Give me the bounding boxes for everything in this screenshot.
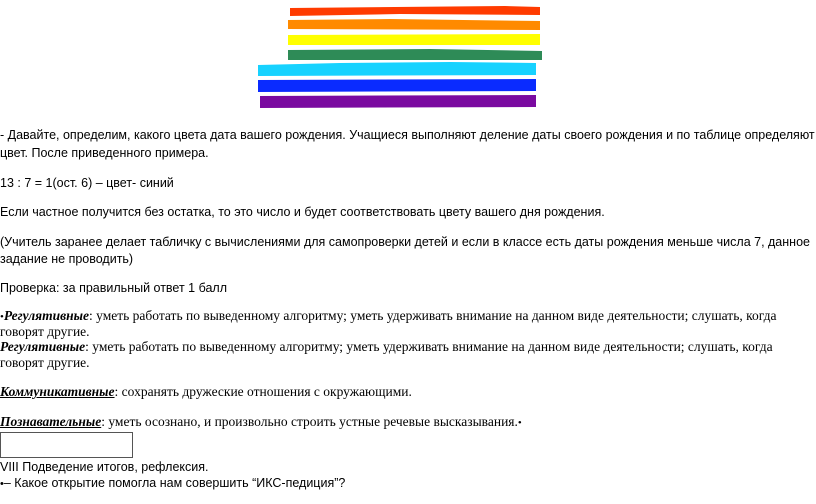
stripe-red xyxy=(290,6,540,16)
intro-line-1: - Давайте, определим, какого цвета дата вашего рождения. Учащиеся выполняют деление даты своего рождения и по таблице определяют xyxy=(0,128,815,142)
regulatory-skills-1-cont: говорят другие. xyxy=(0,324,90,339)
regulatory-label-2: Регулятивные xyxy=(0,339,86,354)
regulatory-skills-1: •Регулятивные: уметь работать по выведенному алгоритму; уметь удерживать внимание на данном виде деятельности; слушать, когда xyxy=(0,308,777,323)
check-note: Проверка: за правильный ответ 1 балл xyxy=(0,281,228,295)
stripe-green xyxy=(288,49,542,60)
section-heading: VIII Подведение итогов, рефлексия. xyxy=(0,460,209,474)
regulatory-skills-2-cont: говорят другие. xyxy=(0,355,90,370)
bullet-icon: • xyxy=(517,417,522,429)
bullet-icon: • xyxy=(0,478,4,490)
intro-line-2: цвет. После приведенного примера. xyxy=(0,146,209,160)
no-remainder-rule: Если частное получится без остатка, то это число и будет соответствовать цвету вашего дня рождения. xyxy=(0,205,605,219)
cognitive-label: Познавательные xyxy=(0,414,102,429)
communicative-label: Коммуникативные xyxy=(0,384,115,399)
cognitive-skills: Познавательные: уметь осознано, и произвольно строить устные речевые высказывания.• xyxy=(0,414,522,429)
division-example: 13 : 7 = 1(ост. 6) – цвет- синий xyxy=(0,176,174,190)
stripe-yellow xyxy=(288,34,540,45)
regulatory-label-1: Регулятивные xyxy=(3,308,89,323)
teacher-note-line-1: (Учитель заранее делает табличку с вычислениями для самопроверки детей и если в классе есть даты рождения меньше числа 7, данное xyxy=(0,235,810,249)
stripe-purple xyxy=(260,95,536,108)
stripe-orange xyxy=(288,19,540,30)
regulatory-skills-2: Регулятивные: уметь работать по выведенному алгоритму; уметь удерживать внимание на данном виде деятельности; слушать, когда xyxy=(0,339,773,354)
stripe-cyan xyxy=(258,62,536,76)
stripe-blue xyxy=(258,79,536,92)
rainbow-stripes xyxy=(250,0,550,112)
bullet-icon: • xyxy=(0,311,4,323)
teacher-note-line-2: задание не проводить) xyxy=(0,252,134,266)
communicative-skills: Коммуникативные: сохранять дружеские отношения с окружающими. xyxy=(0,384,412,399)
empty-text-box xyxy=(0,432,133,458)
reflection-question: •– Какое открытие помогла нам совершить “ИКС-педиция”? xyxy=(0,476,346,490)
